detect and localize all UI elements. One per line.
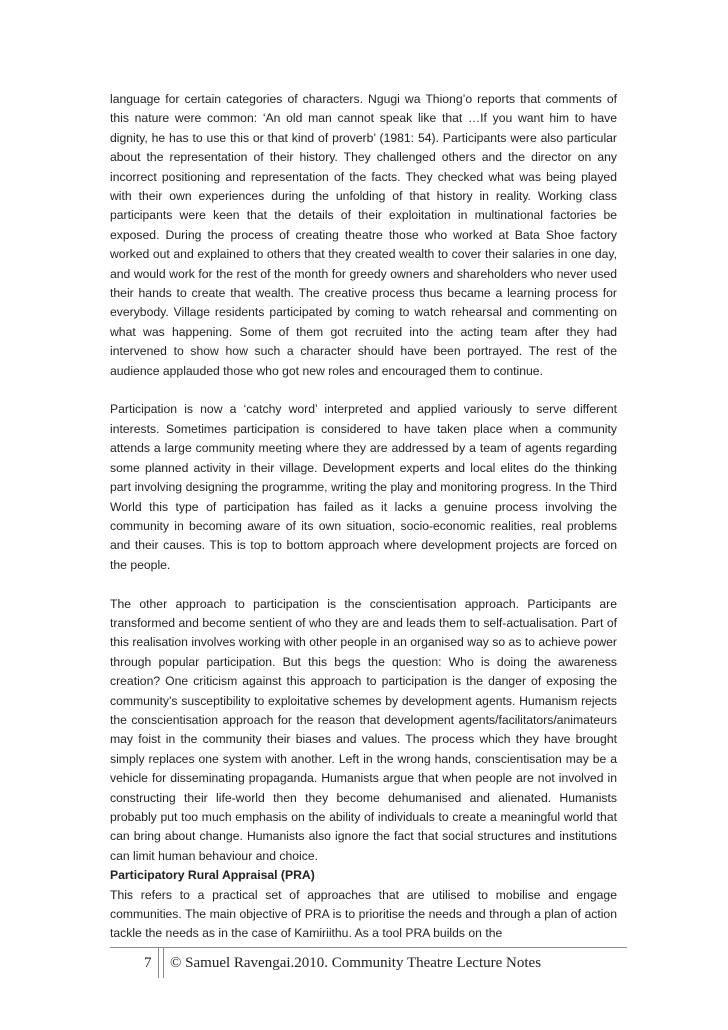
body-paragraph-pra: This refers to a practical set of approaches that are utilised to mobilise and engage communities. The main objective of PRA is to prioritise the needs and through a plan of action tackle the needs as in the case of Kamiriithu. As a tool PRA builds on the <box>110 887 617 941</box>
body-paragraph-1: language for certain categories of characters. Ngugi wa Thiong’o reports that comments of this nature were common: ‘An old man cannot speak like that …If you want him to have dignity, he has to use this or that kind of proverb’ (1981: 54). Participants were also particular about the representation of their history. They challenged others and the director on any incorrect positioning and representation of the facts. They checked what was being played with their own experiences during the unfolding of that history in reality. Working class participants were keen that the details of their exploitation in multinational factories be exposed. During the process of creating theatre those who worked at Bata Shoe factory worked out and explained to others that they created wealth to cover their salaries in one day, and would work for the rest of the month for greedy owners and shareholders who never used their hands to create that wealth. The creative process thus became a learning process for everybody. Village residents participated by coming to watch rehearsal and commenting on what was happening. Some of them got recruited into the acting team after they had intervened to show how such a character should have been portrayed. The rest of the audience applauded those who got new roles and encouraged them to continue. <box>110 92 617 378</box>
footer-divider <box>158 948 164 978</box>
page-body <box>110 90 617 944</box>
page-number: 7 <box>144 954 152 971</box>
footer-copyright: © Samuel Ravengai.2010. Community Theatre Lecture Notes <box>170 954 542 971</box>
page-footer <box>144 948 541 978</box>
body-paragraph-3: The other approach to participation is the conscientisation approach. Participants are transformed and become sentient of who they are and leads them to self-actualisation. Part of this realisation involves working with other people in an organised way so as to achieve power through popular participation. But this begs the question: Who is doing the awareness creation? One criticism against this approach to participation is the danger of exposing the community’s susceptibility to exploitative schemes by development agents. Humanism rejects the conscientisation approach for the reason that development agents/facilitators/animateurs may foist in the community their biases and values. The process which they have brought simply replaces one system with another. Left in the wrong hands, conscientisation may be a vehicle for disseminating propaganda. Humanists argue that when people are not involved in constructing their life-world then they become dehumanised and alienated. Humanists probably put too much emphasis on the ability of individuals to create a meaningful world that can bring about change. Humanists also ignore the fact that social structures and institutions can limit human behaviour and choice. <box>110 596 617 863</box>
body-paragraph-2: Participation is now a ‘catchy word’ interpreted and applied variously to serve different interests. Sometimes participation is considered to have taken place when a community attends a large community meeting where they are addressed by a team of agents regarding some planned activity in their village. Development experts and local elites do the thinking part involving designing the programme, writing the play and monitoring progress. In the Third World this type of participation has failed as it lacks a genuine process involving the community in becoming aware of its own situation, socio-economic realities, real problems and their causes. This is top to bottom approach where development projects are forced on the people. <box>110 402 617 572</box>
section-heading-pra: Participatory Rural Appraisal (PRA) <box>110 868 315 883</box>
